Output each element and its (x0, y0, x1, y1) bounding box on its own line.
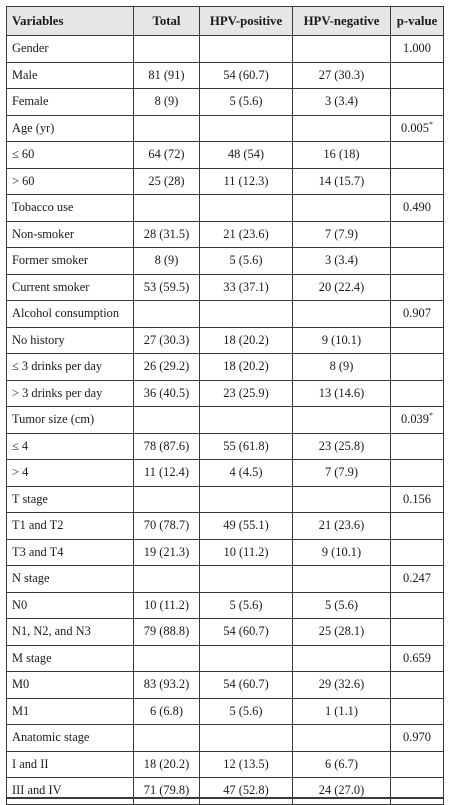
cell-hpv-positive-text: 18 (20.2) (223, 332, 269, 347)
cell-variable (7, 778, 134, 805)
cell-p-value (391, 433, 444, 460)
cell-hpv-negative-text: 21 (23.6) (318, 518, 365, 533)
cell-total-text: 81 (91) (148, 67, 185, 82)
cell-hpv-negative (293, 460, 391, 487)
cell-total-text: 26 (29.2) (143, 359, 190, 374)
cell-hpv-negative-text: 5 (5.6) (324, 597, 359, 612)
cell-total-text: 28 (31.5) (143, 226, 190, 241)
cell-hpv-positive-text: 55 (61.8) (223, 438, 269, 453)
characteristics-table (6, 6, 444, 805)
cell-total (134, 433, 200, 460)
cell-p-value-text: 0.970 (403, 730, 431, 745)
table-row (7, 62, 444, 89)
cell-hpv-positive (200, 195, 293, 222)
table-row (7, 486, 444, 513)
cell-total-text: 64 (72) (148, 147, 185, 162)
cell-total (134, 89, 200, 116)
cell-hpv-positive-text: 54 (60.7) (223, 677, 269, 692)
cell-p-value (391, 168, 444, 195)
cell-p-value (391, 645, 444, 672)
cell-hpv-positive (200, 513, 293, 540)
cell-total (134, 115, 200, 142)
cell-variable (7, 274, 134, 301)
cell-hpv-negative (293, 248, 391, 275)
cell-hpv-negative (293, 751, 391, 778)
cell-variable (7, 407, 134, 434)
cell-variable (7, 725, 134, 752)
cell-total (134, 778, 200, 805)
cell-hpv-negative (293, 486, 391, 513)
table-row (7, 672, 444, 699)
cell-variable (7, 380, 134, 407)
cell-variable-text: N0 (12, 597, 28, 612)
cell-variable (7, 460, 134, 487)
cell-total-text: 8 (9) (154, 253, 179, 268)
cell-variable (7, 248, 134, 275)
cell-p-value-text: 0.907 (403, 306, 431, 321)
table-row (7, 354, 444, 381)
cell-hpv-positive (200, 62, 293, 89)
cell-variable-text: Gender (12, 41, 49, 56)
cell-hpv-negative (293, 645, 391, 672)
cell-hpv-negative (293, 725, 391, 752)
cell-variable-text: ≤ 60 (12, 147, 35, 162)
cell-hpv-negative-text: 23 (25.8) (318, 438, 365, 453)
cell-hpv-negative (293, 274, 391, 301)
table-row (7, 89, 444, 116)
cell-variable-text: Former smoker (12, 253, 89, 268)
cell-variable-text: Current smoker (12, 279, 90, 294)
cell-total (134, 354, 200, 381)
cell-total (134, 248, 200, 275)
cell-variable (7, 301, 134, 328)
cell-variable-text: M stage (12, 650, 52, 665)
cell-hpv-positive-text: 48 (54) (227, 147, 265, 162)
cell-hpv-positive (200, 142, 293, 169)
cell-p-value-text: 0.039 (401, 412, 429, 427)
cell-hpv-positive (200, 778, 293, 805)
cell-variable-text: ≤ 3 drinks per day (12, 359, 103, 374)
cell-total-text: 19 (21.3) (143, 544, 190, 559)
cell-hpv-positive (200, 645, 293, 672)
table-row (7, 407, 444, 434)
cell-hpv-positive-text: 11 (12.3) (223, 173, 269, 188)
cell-hpv-positive (200, 248, 293, 275)
table-row (7, 725, 444, 752)
cell-p-value (391, 566, 444, 593)
cell-p-value (391, 301, 444, 328)
cell-hpv-negative-text: 8 (9) (329, 359, 354, 374)
cell-variable-text: T stage (12, 491, 48, 506)
table-row (7, 433, 444, 460)
cell-p-value (391, 89, 444, 116)
cell-variable-text: III and IV (12, 783, 62, 798)
table-row (7, 168, 444, 195)
cell-hpv-positive (200, 592, 293, 619)
cell-total (134, 168, 200, 195)
cell-hpv-negative (293, 539, 391, 566)
cell-p-value (391, 115, 444, 142)
cell-variable-text: Age (yr) (12, 120, 55, 135)
cell-p-value (391, 380, 444, 407)
cell-p-value (391, 274, 444, 301)
cell-total-text: 27 (30.3) (143, 332, 190, 347)
cell-hpv-negative (293, 327, 391, 354)
table-container (6, 6, 443, 805)
cell-total (134, 486, 200, 513)
header-p-value: p-value (391, 7, 444, 36)
cell-variable (7, 142, 134, 169)
cell-p-value (391, 248, 444, 275)
cell-variable-text: Anatomic stage (12, 730, 90, 745)
cell-p-value (391, 619, 444, 646)
cell-hpv-positive (200, 566, 293, 593)
cell-variable (7, 62, 134, 89)
cell-p-value (391, 539, 444, 566)
table-row (7, 751, 444, 778)
cell-hpv-positive (200, 698, 293, 725)
cell-total-text: 71 (79.8) (143, 783, 190, 798)
cell-hpv-negative-text: 27 (30.3) (318, 67, 365, 82)
cell-hpv-negative (293, 36, 391, 63)
table-row (7, 327, 444, 354)
cell-variable (7, 513, 134, 540)
cell-hpv-negative (293, 592, 391, 619)
cell-hpv-negative (293, 168, 391, 195)
cell-hpv-negative (293, 221, 391, 248)
cell-hpv-negative-text: 1 (1.1) (324, 703, 359, 718)
cell-total-text: 11 (12.4) (144, 465, 189, 480)
cell-variable (7, 486, 134, 513)
cell-total (134, 751, 200, 778)
cell-total (134, 566, 200, 593)
cell-total (134, 513, 200, 540)
cell-hpv-negative (293, 380, 391, 407)
cell-hpv-positive (200, 407, 293, 434)
cell-hpv-negative-text: 13 (14.6) (318, 385, 365, 400)
cell-hpv-negative (293, 513, 391, 540)
cell-hpv-positive (200, 274, 293, 301)
cell-hpv-negative-text: 25 (28.1) (318, 624, 365, 639)
cell-p-value-text: 0.005 (401, 120, 429, 135)
cell-hpv-positive-text: 23 (25.9) (223, 385, 269, 400)
cell-p-value (391, 592, 444, 619)
cell-hpv-positive-text: 21 (23.6) (223, 226, 269, 241)
cell-hpv-positive (200, 301, 293, 328)
table-row (7, 274, 444, 301)
cell-hpv-negative (293, 619, 391, 646)
cell-variable-text: Female (12, 94, 49, 109)
cell-p-value (391, 354, 444, 381)
cell-p-value (391, 778, 444, 805)
table-row (7, 115, 444, 142)
cell-hpv-negative (293, 672, 391, 699)
table-body (7, 36, 444, 805)
cell-p-value (391, 142, 444, 169)
cell-total (134, 592, 200, 619)
table-row (7, 566, 444, 593)
cell-p-value (391, 221, 444, 248)
table-row (7, 539, 444, 566)
table-row (7, 380, 444, 407)
table-row (7, 195, 444, 222)
cell-hpv-positive-text: 5 (5.6) (229, 94, 263, 109)
cell-variable (7, 354, 134, 381)
cell-variable (7, 698, 134, 725)
table-row (7, 592, 444, 619)
cell-hpv-negative (293, 62, 391, 89)
cell-hpv-positive (200, 460, 293, 487)
cell-hpv-negative-text: 6 (6.7) (324, 756, 359, 771)
cell-total-text: 78 (87.6) (143, 438, 190, 453)
table-row (7, 248, 444, 275)
cell-variable-text: Tobacco use (12, 200, 74, 215)
table-row (7, 698, 444, 725)
cell-p-value (391, 195, 444, 222)
cell-hpv-positive-text: 12 (13.5) (223, 756, 269, 771)
cell-total-text: 8 (9) (154, 94, 179, 109)
cell-total (134, 460, 200, 487)
cell-p-value-text: 0.247 (403, 571, 431, 586)
cell-p-value-text: 0.659 (403, 650, 431, 665)
cell-hpv-negative-text: 9 (10.1) (321, 544, 362, 559)
cell-variable-text: Tumor size (cm) (12, 412, 95, 427)
cell-p-value (391, 407, 444, 434)
cell-p-value (391, 486, 444, 513)
cell-hpv-positive-text: 5 (5.6) (229, 597, 263, 612)
cell-variable (7, 566, 134, 593)
cell-p-value-text: 1.000 (403, 41, 431, 56)
cell-hpv-negative-text: 29 (32.6) (318, 677, 365, 692)
significance-marker: * (428, 411, 433, 421)
cell-total (134, 195, 200, 222)
cell-variable-text: No history (12, 332, 65, 347)
cell-p-value-text: 0.490 (403, 200, 431, 215)
cell-hpv-positive (200, 751, 293, 778)
significance-marker: * (428, 119, 433, 129)
cell-variable (7, 168, 134, 195)
cell-hpv-positive-text: 4 (4.5) (229, 465, 263, 480)
cell-total (134, 645, 200, 672)
cell-hpv-negative (293, 115, 391, 142)
cell-hpv-positive-text: 5 (5.6) (229, 703, 263, 718)
cell-hpv-positive-text: 49 (55.1) (223, 518, 269, 533)
table-row (7, 513, 444, 540)
cell-total-text: 36 (40.5) (143, 385, 190, 400)
cell-total-text: 6 (6.8) (149, 703, 184, 718)
cell-variable-text: > 3 drinks per day (12, 385, 103, 400)
header-hpv-positive: HPV-positive (200, 7, 293, 36)
cell-hpv-negative-text: 3 (3.4) (324, 94, 359, 109)
cell-variable (7, 645, 134, 672)
cell-hpv-positive-text: 10 (11.2) (223, 544, 269, 559)
cell-hpv-negative-text: 9 (10.1) (321, 332, 362, 347)
cell-variable-text: T1 and T2 (12, 518, 64, 533)
cell-variable-text: M1 (12, 703, 30, 718)
cell-p-value (391, 513, 444, 540)
header-variables: Variables (7, 7, 134, 36)
cell-total (134, 725, 200, 752)
cell-total-text: 18 (20.2) (143, 756, 190, 771)
table-row (7, 645, 444, 672)
cell-total-text: 83 (93.2) (143, 677, 190, 692)
cell-total-text: 10 (11.2) (144, 597, 189, 612)
cell-total-text: 79 (88.8) (143, 624, 190, 639)
cell-hpv-positive (200, 89, 293, 116)
cell-variable-text: Non-smoker (12, 226, 74, 241)
table-row (7, 221, 444, 248)
cell-hpv-negative (293, 354, 391, 381)
table-row (7, 778, 444, 805)
cell-hpv-positive-text: 18 (20.2) (223, 359, 269, 374)
cell-variable-text: > 4 (12, 465, 29, 480)
header-total: Total (134, 7, 200, 36)
cell-variable (7, 539, 134, 566)
cell-total (134, 36, 200, 63)
cell-variable-text: I and II (12, 756, 49, 771)
cell-total (134, 327, 200, 354)
cell-variable (7, 592, 134, 619)
table-row (7, 619, 444, 646)
cell-p-value (391, 672, 444, 699)
cell-variable (7, 433, 134, 460)
cell-variable (7, 619, 134, 646)
cell-total (134, 672, 200, 699)
cell-hpv-negative (293, 142, 391, 169)
cell-total-text: 53 (59.5) (143, 279, 190, 294)
cell-p-value (391, 751, 444, 778)
cell-hpv-negative (293, 778, 391, 805)
cell-variable (7, 672, 134, 699)
cell-p-value (391, 698, 444, 725)
cell-total (134, 62, 200, 89)
cell-total (134, 301, 200, 328)
cell-p-value (391, 327, 444, 354)
cell-hpv-negative-text: 20 (22.4) (318, 279, 365, 294)
cell-hpv-negative (293, 698, 391, 725)
cell-total (134, 380, 200, 407)
cell-hpv-negative (293, 89, 391, 116)
cell-hpv-negative-text: 24 (27.0) (318, 783, 365, 798)
cell-p-value (391, 36, 444, 63)
cell-hpv-positive (200, 354, 293, 381)
cell-hpv-positive (200, 539, 293, 566)
cell-variable-text: > 60 (12, 173, 35, 188)
cell-hpv-positive-text: 33 (37.1) (223, 279, 269, 294)
cell-total (134, 619, 200, 646)
cell-hpv-negative-text: 3 (3.4) (324, 253, 359, 268)
cell-hpv-positive (200, 327, 293, 354)
cell-variable-text: N1, N2, and N3 (12, 624, 91, 639)
cell-variable (7, 221, 134, 248)
table-row (7, 301, 444, 328)
cell-hpv-negative (293, 566, 391, 593)
table-row (7, 460, 444, 487)
cell-total-text: 25 (28) (148, 173, 185, 188)
cell-variable-text: T3 and T4 (12, 544, 64, 559)
cell-variable-text: M0 (12, 677, 30, 692)
cell-hpv-negative-text: 14 (15.7) (318, 173, 365, 188)
cell-hpv-positive (200, 725, 293, 752)
table-row (7, 36, 444, 63)
cell-variable-text: N stage (12, 571, 50, 586)
cell-p-value (391, 725, 444, 752)
cell-variable-text: Male (12, 67, 38, 82)
cell-total (134, 407, 200, 434)
cell-p-value-text: 0.156 (403, 491, 431, 506)
cell-variable (7, 36, 134, 63)
cell-variable-text: Alcohol consumption (12, 306, 120, 321)
cell-hpv-negative (293, 301, 391, 328)
cell-variable-text: ≤ 4 (12, 438, 29, 453)
header-row (7, 7, 444, 36)
cell-variable (7, 751, 134, 778)
cell-hpv-negative (293, 433, 391, 460)
cell-variable (7, 327, 134, 354)
cell-hpv-positive (200, 433, 293, 460)
cell-hpv-positive (200, 672, 293, 699)
cell-total (134, 274, 200, 301)
table-row (7, 142, 444, 169)
cell-variable (7, 89, 134, 116)
cell-hpv-negative (293, 195, 391, 222)
cell-hpv-positive-text: 5 (5.6) (229, 253, 263, 268)
cell-total (134, 221, 200, 248)
cell-total (134, 142, 200, 169)
cell-variable (7, 195, 134, 222)
cell-p-value (391, 62, 444, 89)
cell-hpv-positive (200, 36, 293, 63)
cell-hpv-positive (200, 115, 293, 142)
cell-total-text: 70 (78.7) (143, 518, 190, 533)
cell-hpv-negative-text: 7 (7.9) (324, 465, 359, 480)
cell-hpv-negative-text: 16 (18) (323, 147, 360, 162)
cell-hpv-positive (200, 486, 293, 513)
cell-hpv-positive (200, 619, 293, 646)
cell-p-value (391, 460, 444, 487)
header-hpv-negative: HPV-negative (293, 7, 391, 36)
bottom-rule (6, 797, 443, 799)
cell-hpv-negative (293, 407, 391, 434)
cell-hpv-negative-text: 7 (7.9) (324, 226, 359, 241)
cell-hpv-positive (200, 221, 293, 248)
cell-total (134, 698, 200, 725)
cell-hpv-positive-text: 47 (52.8) (223, 783, 269, 798)
cell-variable (7, 115, 134, 142)
cell-total (134, 539, 200, 566)
cell-hpv-positive-text: 54 (60.7) (223, 67, 269, 82)
cell-hpv-positive-text: 54 (60.7) (223, 624, 269, 639)
cell-hpv-positive (200, 380, 293, 407)
cell-hpv-positive (200, 168, 293, 195)
